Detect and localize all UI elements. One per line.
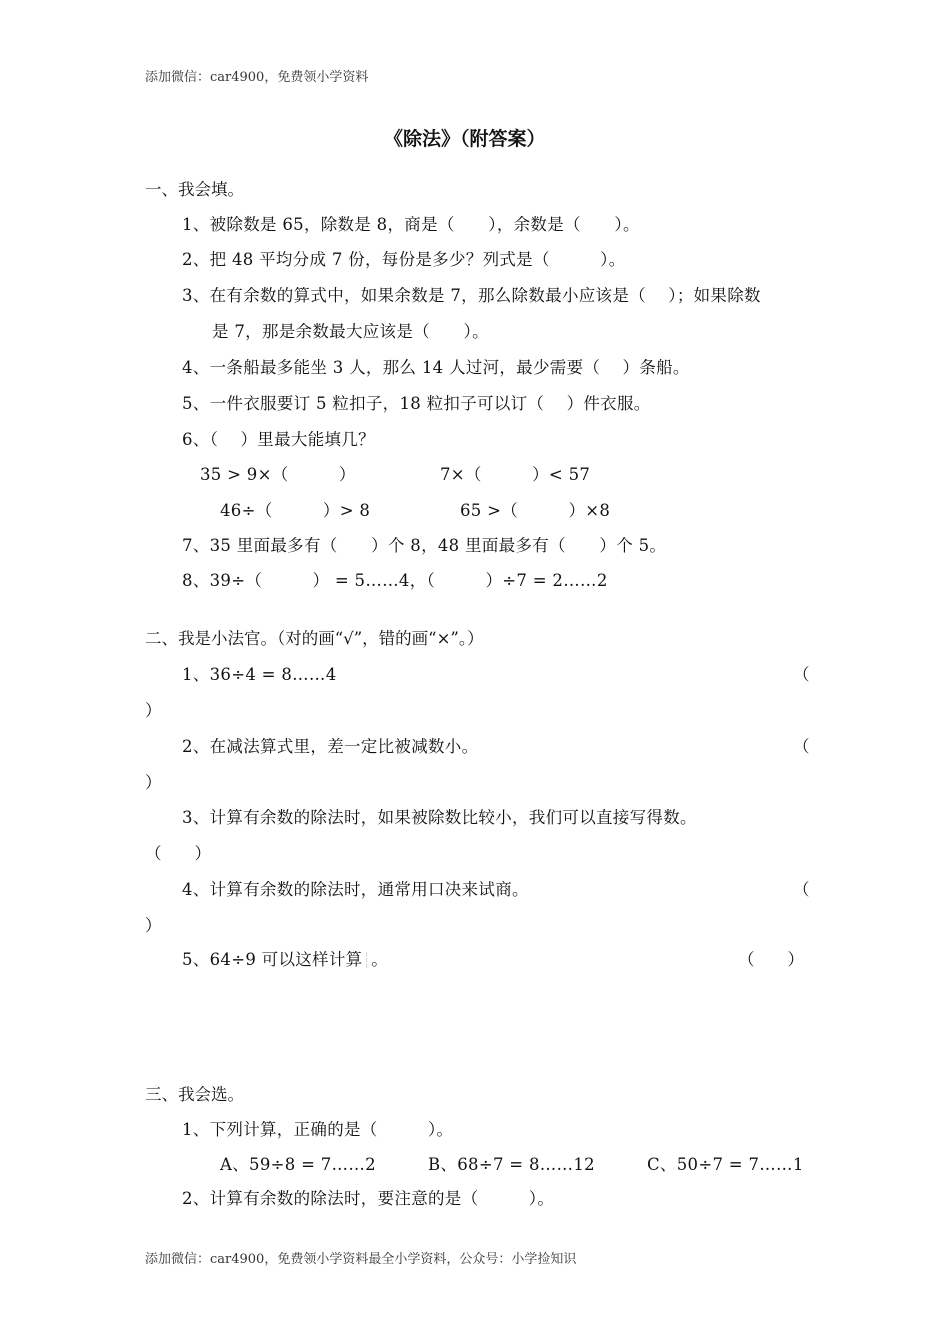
section1-heading: 一、我会填。 <box>145 180 244 199</box>
section1-question-3b: 是 7，那是余数最大应该是（ ）。 <box>212 322 489 341</box>
section3-option-a: A、59÷8 = 7……2 <box>220 1155 376 1174</box>
section1-question-3a: 3、在有余数的算式中，如果余数是 7，那么除数最小应该是（ ）；如果除数 <box>182 286 761 305</box>
answer-paren-close: ） <box>145 916 162 935</box>
section1-question-6-row1-left: 35 > 9×（ ） <box>200 465 356 484</box>
header-note: 添加微信：car4900，免费领小学资料 <box>145 70 369 85</box>
answer-paren-open: （ <box>793 880 810 899</box>
answer-paren-open: （ <box>793 665 810 684</box>
section1-question-4: 4、一条船最多能坐 3 人，那么 14 人过河，最少需要（ ）条船。 <box>182 358 690 377</box>
section1-question-2: 2、把 48 平均分成 7 份，每份是多少？列式是（ ）。 <box>182 250 626 269</box>
footer-note: 添加微信：car4900，免费领小学资料最全小学资料，公众号：小学捡知识 <box>145 1252 577 1267</box>
section1-question-5: 5、一件衣服要订 5 粒扣子，18 粒扣子可以订（ ）件衣服。 <box>182 394 651 413</box>
section1-question-8: 8、39÷（ ） = 5……4，（ ）÷7 = 2……2 <box>182 571 608 590</box>
section1-question-6: 6、（ ）里最大能填几？ <box>182 430 375 449</box>
section3-question-2: 2、计算有余数的除法时，要注意的是（ ）。 <box>182 1189 555 1208</box>
section1-question-1: 1、被除数是 65，除数是 8，商是（ ），余数是（ ）。 <box>182 215 640 234</box>
section2-question-2: 2、在减法算式里，差一定比被减数小。 <box>182 737 479 756</box>
section3-heading: 三、我会选。 <box>145 1085 244 1104</box>
vertical-calculation-image: ┆ <box>362 953 372 969</box>
section1-question-6-row2-right: 65 >（ ）×8 <box>460 501 611 520</box>
section2-question-5 <box>182 946 388 970</box>
section1-question-6-row1-right: 7×（ ）< 57 <box>440 465 591 484</box>
answer-paren-close: ） <box>145 773 162 792</box>
section2-question-5-tail: 。 <box>371 950 389 969</box>
section3-option-b: B、68÷7 = 8……12 <box>428 1155 595 1174</box>
section3-option-c: C、50÷7 = 7……1 <box>647 1155 804 1174</box>
section1-question-7: 7、35 里面最多有（ ）个 8，48 里面最多有（ ）个 5。 <box>182 536 667 555</box>
answer-paren: （ ） <box>738 950 804 969</box>
page-title: 《除法》（附答案） <box>384 128 546 150</box>
section2-question-1: 1、36÷4 = 8……4 <box>182 665 337 684</box>
section2-question-3: 3、计算有余数的除法时，如果被除数比较小，我们可以直接写得数。 <box>182 808 697 827</box>
section2-heading: 二、我是小法官。（对的画“√”，错的画“×”。） <box>145 629 484 648</box>
section1-question-6-row2-left: 46÷（ ）> 8 <box>220 501 371 520</box>
section3-question-1: 1、下列计算，正确的是（ ）。 <box>182 1120 454 1139</box>
answer-paren-close: ） <box>145 701 162 720</box>
section2-question-4: 4、计算有余数的除法时，通常用口决来试商。 <box>182 880 529 899</box>
answer-paren: （ ） <box>145 844 211 863</box>
answer-paren-open: （ <box>793 737 810 756</box>
section2-question-5-text: 5、64÷9 可以这样计算 <box>182 950 363 969</box>
